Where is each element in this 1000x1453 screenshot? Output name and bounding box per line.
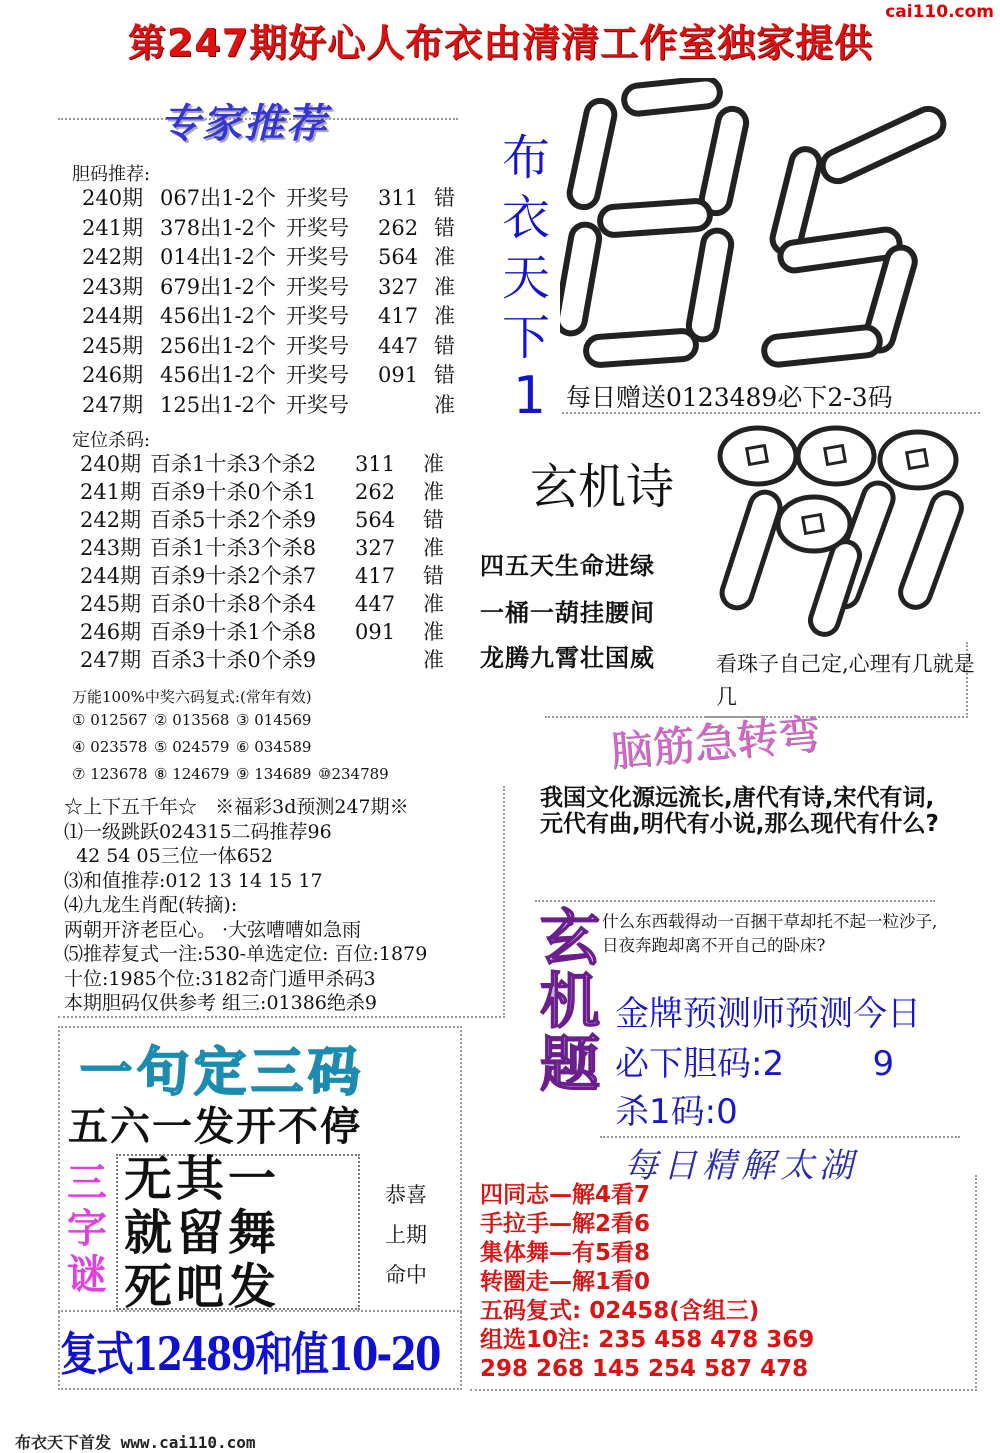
naojin-title: 脑筋急转弯	[608, 708, 822, 777]
six-code: ⑧ 124679	[154, 765, 230, 783]
six-code: ① 012567	[72, 711, 148, 729]
dan-cell: 准	[434, 392, 455, 417]
dan-cell: 准	[434, 304, 455, 328]
coin-1	[720, 428, 796, 484]
yiju-title: 一句定三码	[80, 1042, 366, 1103]
kill-cell: 准	[423, 592, 444, 616]
szm-char: 三	[67, 1160, 107, 1206]
xuanji-poem-title: 玄机诗	[530, 459, 675, 515]
szm-char: 谜	[67, 1252, 107, 1298]
kill-cell: 准	[423, 452, 444, 476]
wuqian-line: ⑴一级跳跃024315二码推荐96	[64, 820, 332, 843]
expert-title: 专家推荐	[160, 101, 328, 147]
kill-cell: 错	[423, 564, 444, 588]
dan-cell: 091	[378, 363, 419, 387]
kill-row	[80, 478, 444, 506]
six-code: ⑦ 123678	[72, 765, 148, 783]
poem-line-3: 龙腾九霄壮国威	[480, 644, 655, 672]
wuqian-block	[64, 795, 427, 1016]
coin-3	[880, 432, 956, 488]
dan-cell: 246期	[82, 363, 144, 387]
dan-row	[82, 273, 455, 303]
big-number-85	[560, 78, 980, 378]
dan-cell: 开奖号	[286, 304, 349, 328]
buyi-char: 衣	[501, 190, 550, 246]
wuqian-line: 两朝开济老臣心。 ·大弦嘈嘈如急雨	[64, 918, 362, 941]
kill-cell: 准	[423, 648, 444, 672]
seg-8-ul	[567, 98, 617, 209]
yiju-phrase: 五六一发开不停	[68, 1104, 362, 1150]
kill-row	[80, 646, 444, 674]
kill-cell: 百杀0十杀8个杀4	[150, 592, 317, 616]
seg-5-top	[818, 104, 948, 186]
kill-cell: 百杀3十杀0个杀9	[150, 648, 317, 672]
dan-row	[82, 361, 455, 391]
six-code: ④ 023578	[72, 738, 148, 756]
poem-line-1: 四五天生命进绿	[480, 552, 655, 580]
kill-cell: 准	[423, 480, 444, 504]
kill-cell: 错	[423, 508, 444, 532]
six-code: ② 013568	[154, 711, 230, 729]
dan-cell: 311	[378, 186, 419, 210]
footer[interactable]: 布衣天下首发 www.cai110.com	[15, 1433, 256, 1452]
seg-5-bot	[763, 326, 881, 366]
kill-row	[80, 590, 444, 618]
dan-row	[82, 302, 455, 332]
seg-8-mid	[599, 200, 711, 236]
kill-row	[80, 506, 444, 534]
dan-cell: 开奖号	[286, 186, 349, 210]
dan-cell: 开奖号	[286, 363, 349, 387]
kill-cell: 417	[355, 564, 396, 588]
coin-4	[778, 497, 850, 551]
dan-cell: 243期	[82, 274, 144, 299]
dan-table	[82, 184, 455, 420]
taihu-line: 集体舞—有5看8	[480, 1240, 651, 1266]
pearl-text: 看珠子自己定,心理有几就是几	[716, 652, 975, 709]
gold-dan-a: 2	[762, 1044, 785, 1084]
coin-2	[798, 428, 874, 484]
six-row	[72, 761, 400, 788]
xjt-char: 题	[540, 1030, 600, 1100]
page-headline: 第247期好心人布衣由清清工作室独家提供	[127, 21, 874, 65]
dan-cell: 456出1-2个	[160, 363, 276, 387]
kill-cell: 准	[423, 620, 444, 644]
congrats-block	[382, 1175, 430, 1295]
seg-8-bot	[585, 330, 697, 366]
kill-cell: 243期	[80, 536, 142, 560]
kill-row	[80, 450, 444, 478]
dan-cell: 开奖号	[286, 333, 349, 358]
taihu-line: 五码复式: 02458(含组三)	[480, 1298, 760, 1324]
kill-cell: 240期	[80, 452, 142, 476]
taihu-title: 每日精解太湖	[624, 1146, 858, 1186]
xjt-topline	[535, 900, 935, 902]
congrats-line: 恭喜	[385, 1183, 427, 1207]
dan-cell: 准	[434, 274, 455, 299]
kill-table	[80, 450, 444, 674]
buyi-char: 下	[501, 310, 550, 366]
gold-dan	[615, 1036, 894, 1085]
kill-cell: 311	[355, 452, 396, 476]
dan-cell: 456出1-2个	[160, 304, 276, 328]
buyi-char: 布	[501, 130, 550, 186]
dan-cell: 247期	[82, 392, 144, 417]
daily-gift: 每日赠送0123489必下2-3码	[566, 383, 893, 412]
kill-cell: 241期	[80, 480, 142, 504]
dan-cell: 错	[434, 333, 455, 358]
buyi-char: 天	[501, 250, 550, 306]
szm-line: 就留舞	[124, 1205, 281, 1261]
wuqian-line: 本期胆码仅供参考 组三:01386绝杀9	[64, 992, 377, 1014]
taihu-line: 298 268 145 254 587 478	[480, 1356, 809, 1382]
congrats-line: 上期	[385, 1223, 427, 1247]
six-row	[72, 734, 400, 761]
dan-row	[82, 214, 455, 244]
taihu-line: 转圈走—解1看0	[480, 1269, 651, 1295]
dan-cell: 错	[434, 363, 455, 387]
kill-cell: 262	[355, 480, 396, 504]
kill-cell: 246期	[80, 620, 142, 644]
dan-cell: 564	[378, 245, 419, 269]
dan-cell: 错	[434, 215, 455, 240]
kill-cell: 百杀1十杀3个杀8	[150, 536, 317, 560]
wuqian-line: 十位:1985个位:3182奇门遁甲杀码3	[64, 967, 376, 990]
six-code: ⑨ 134689	[236, 765, 312, 783]
naojin-question: 我国文化源远流长,唐代有诗,宋代有词,元代有曲,明代有小说,那么现代有什么?	[540, 785, 939, 837]
kill-cell: 242期	[80, 508, 142, 532]
coins-picture	[706, 420, 966, 642]
kill-cell: 245期	[80, 592, 142, 616]
taihu-line: 手拉手—解2看6	[480, 1211, 651, 1237]
kill-cell: 447	[355, 592, 396, 616]
dan-cell: 067出1-2个	[160, 186, 276, 210]
bead-tail-3	[896, 488, 965, 611]
seg-8-ur	[699, 106, 748, 216]
szm-line: 死吧发	[124, 1259, 281, 1315]
dan-cell: 125出1-2个	[160, 392, 276, 417]
dan-cell: 014出1-2个	[160, 245, 276, 269]
fushi-border	[58, 1312, 462, 1390]
riddle-question: 什么东西载得动一百捆干草却托不起一粒沙子,日夜奔跑却离不开自己的卧床?	[602, 912, 938, 955]
kill-cell: 百杀9十杀0个杀1	[150, 480, 317, 504]
kill-cell: 准	[423, 536, 444, 560]
wuqian-line: ⑷九龙生肖配(转摘):	[64, 894, 238, 916]
kill-cell: 百杀5十杀2个杀9	[150, 508, 317, 532]
gold-dan-b: 9	[872, 1044, 895, 1084]
seg-8-ll	[560, 222, 601, 335]
seg-8-top	[623, 78, 721, 115]
dan-row	[82, 243, 455, 273]
dan-cell: 244期	[82, 304, 144, 328]
kill-cell: 247期	[80, 648, 142, 672]
kill-cell: 百杀9十杀1个杀8	[150, 620, 317, 644]
wuqian-line: ⑸推荐复式一注:530-单选定位: 百位:1879	[64, 943, 428, 965]
dan-cell: 417	[378, 304, 419, 328]
dan-cell: 开奖号	[286, 215, 349, 240]
kill-row	[80, 618, 444, 646]
dan-cell: 262	[378, 215, 419, 240]
six-label: 万能100%中奖六码复式:(常年有效)	[72, 688, 312, 706]
xjt-char: 玄	[540, 904, 600, 974]
dan-cell: 327	[378, 274, 419, 299]
kill-row	[80, 534, 444, 562]
six-row	[72, 707, 400, 734]
dan-cell: 378出1-2个	[160, 215, 276, 240]
kill-cell: 244期	[80, 564, 142, 588]
bead-tail-1	[718, 488, 784, 611]
taihu-line: 组选10注: 235 458 478 369	[480, 1327, 815, 1353]
kill-cell: 百杀9十杀2个杀7	[150, 564, 317, 588]
szm-line: 无其一	[124, 1151, 281, 1207]
dan-cell: 679出1-2个	[160, 274, 276, 299]
dan-row	[82, 391, 455, 421]
congrats-line: 命中	[385, 1263, 427, 1287]
dan-row	[82, 332, 455, 362]
kill-cell: 564	[355, 508, 396, 532]
dan-cell: 242期	[82, 245, 144, 269]
szm-lines	[124, 1152, 280, 1314]
wuqian-line: 42 54 05三位一体652	[64, 845, 273, 867]
dan-cell: 241期	[82, 215, 144, 240]
kill-cell: 百杀1十杀3个杀2	[150, 452, 317, 476]
six-code: ⑩234789	[318, 765, 389, 783]
gold-kill-label: 杀1码:	[615, 1092, 717, 1132]
dan-cell: 开奖号	[286, 274, 349, 299]
gold-kill-value: 0	[716, 1092, 738, 1132]
xuanji-ti-title	[540, 904, 600, 1100]
dan-label: 胆码推荐:	[72, 164, 151, 185]
wuqian-line: ⑶和值推荐:012 13 14 15 17	[64, 869, 323, 892]
poem-line-2: 一桶一葫挂腰间	[480, 599, 655, 627]
dan-cell: 256出1-2个	[160, 333, 276, 358]
szm-char: 字	[67, 1206, 107, 1252]
six-code: ⑤ 024579	[154, 738, 230, 756]
kill-cell: 091	[355, 620, 396, 644]
wuqian-line: ☆上下五千年☆ ※福彩3d预测247期※	[64, 796, 409, 818]
gold-dan-label: 必下胆码:	[615, 1044, 763, 1084]
seg-8-lr	[687, 228, 734, 341]
dan-cell: 447	[378, 333, 419, 358]
dan-cell: 开奖号	[286, 392, 349, 417]
six-code: ③ 014569	[236, 711, 312, 729]
buyi-number: 1	[513, 366, 547, 426]
gold-line1: 金牌预测师预测今日	[615, 994, 921, 1034]
gold-kill	[615, 1084, 738, 1133]
kill-cell: 327	[355, 536, 396, 560]
dan-cell: 准	[434, 245, 455, 269]
taihu-line: 四同志—解4看7	[480, 1182, 651, 1208]
buyi-vertical	[496, 128, 556, 368]
taihu-border	[470, 1175, 977, 1391]
dan-cell: 240期	[82, 186, 144, 210]
site-url[interactable]: cai110.com	[885, 2, 994, 22]
szm-vertical	[64, 1160, 110, 1298]
dan-row	[82, 184, 455, 214]
xjt-char: 机	[540, 967, 600, 1037]
kill-label: 定位杀码:	[72, 430, 151, 451]
dan-cell: 错	[434, 186, 455, 210]
dan-cell: 开奖号	[286, 245, 349, 269]
six-table	[72, 707, 400, 788]
dan-cell: 245期	[82, 333, 144, 358]
kill-row	[80, 562, 444, 590]
six-code: ⑥ 034589	[236, 738, 312, 756]
fushi-text: 复式12489和值10-20	[60, 1327, 440, 1381]
